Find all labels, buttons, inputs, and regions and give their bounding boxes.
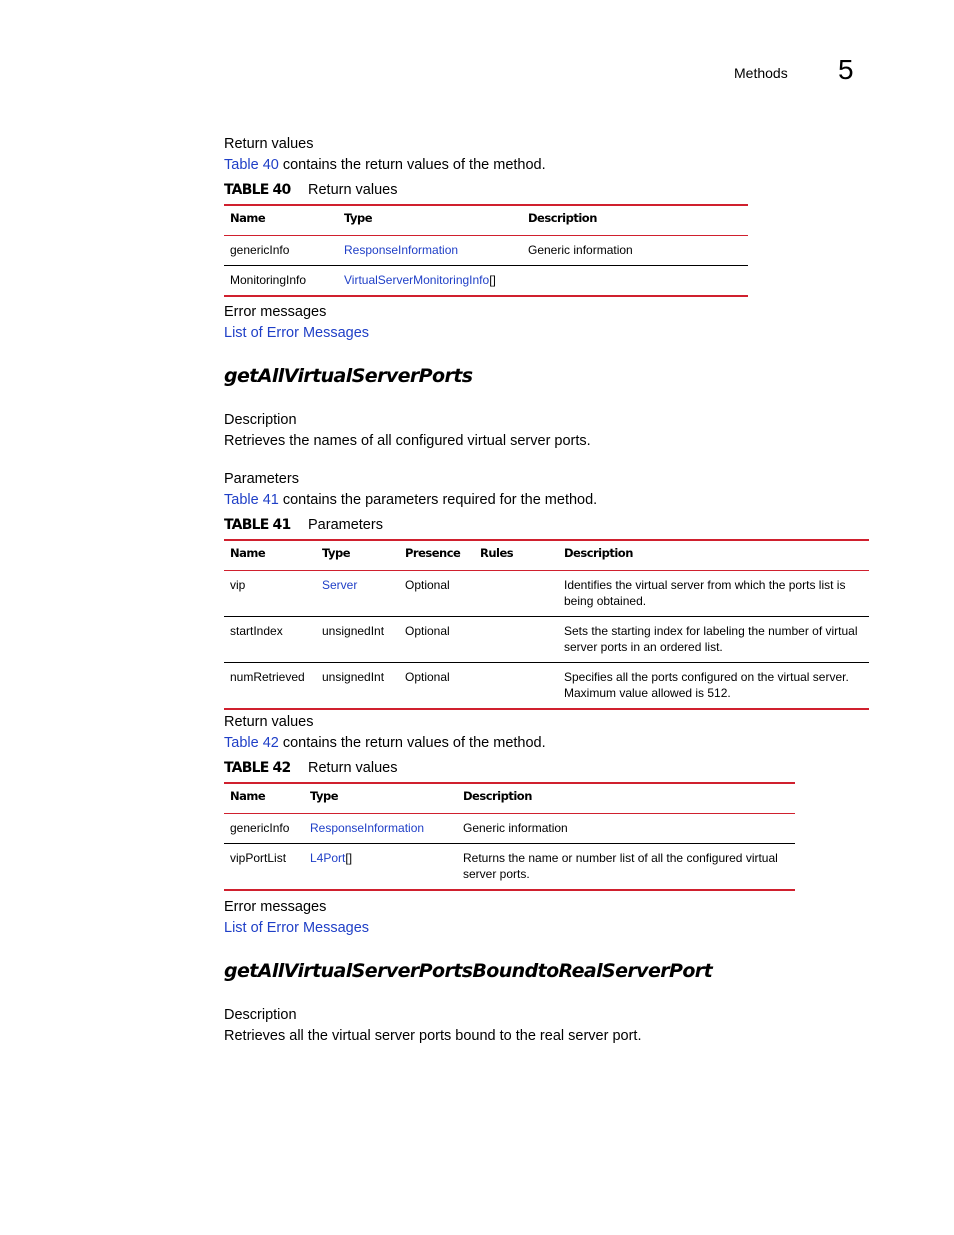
cell-name: genericInfo bbox=[224, 236, 338, 266]
table-row bbox=[224, 617, 869, 663]
table-40-caption: TABLE 40 Return values bbox=[224, 182, 398, 198]
table-row bbox=[224, 571, 869, 617]
parameters-intro: Table 41 contains the parameters required for the method. bbox=[224, 492, 598, 508]
cell-description: Identifies the virtual server from which the ports list is being obtained. bbox=[558, 571, 869, 617]
cell-type: unsignedInt bbox=[316, 617, 399, 663]
cell-rules bbox=[474, 617, 558, 663]
cell-description: Specifies all the ports configured on the virtual server. Maximum value allowed is 512. bbox=[564, 670, 849, 700]
table-row bbox=[224, 814, 795, 844]
table-header-row bbox=[224, 783, 795, 814]
table-40-link[interactable]: Table 40 bbox=[224, 157, 279, 173]
return-values-intro: Table 42 contains the return values of the method. bbox=[224, 735, 546, 751]
column-header: Name bbox=[224, 540, 316, 571]
table-header-row bbox=[224, 205, 748, 236]
method-title: getAllVirtualServerPortsBoundtoRealServerPort bbox=[224, 960, 713, 982]
cell-presence: Optional bbox=[405, 670, 450, 684]
column-header: Type bbox=[304, 783, 457, 814]
cell-presence: Optional bbox=[399, 571, 474, 617]
column-header: Name bbox=[224, 205, 338, 236]
cell-type: VirtualServerMonitoringInfo[] bbox=[344, 273, 496, 287]
description-text: Retrieves all the virtual server ports bound to the real server port. bbox=[224, 1028, 642, 1044]
table-row bbox=[224, 663, 869, 710]
type-link[interactable]: ResponseInformation bbox=[344, 243, 459, 257]
table-header-row bbox=[224, 540, 869, 571]
type-link[interactable]: ResponseInformation bbox=[310, 821, 425, 835]
return-values-table-40 bbox=[224, 204, 748, 297]
cell-description: Returns the name or number list of all the configured virtual server ports. bbox=[463, 851, 778, 881]
cell-name: vipPortList bbox=[230, 851, 287, 865]
return-values-heading: Return values bbox=[224, 136, 314, 152]
cell-description: Sets the starting index for labeling the number of virtual server ports in an ordered list. bbox=[558, 617, 869, 663]
column-header: Description bbox=[457, 783, 795, 814]
cell-description bbox=[522, 266, 748, 297]
chapter-number: 5 bbox=[838, 54, 854, 85]
column-header: Rules bbox=[474, 540, 558, 571]
table-row bbox=[224, 844, 795, 891]
column-header: Type bbox=[338, 205, 522, 236]
table-42-caption: TABLE 42 Return values bbox=[224, 760, 398, 776]
cell-type: unsignedInt bbox=[322, 670, 385, 684]
cell-description: Generic information bbox=[522, 236, 748, 266]
cell-description: Generic information bbox=[457, 814, 795, 844]
cell-rules bbox=[474, 571, 558, 617]
cell-name: startIndex bbox=[224, 617, 316, 663]
return-values-table-42 bbox=[224, 782, 795, 891]
cell-type bbox=[338, 236, 522, 266]
table-row bbox=[224, 236, 748, 266]
cell-type bbox=[304, 814, 457, 844]
return-values-intro: Table 40 contains the return values of the method. bbox=[224, 157, 546, 173]
cell-name: genericInfo bbox=[224, 814, 304, 844]
cell-presence: Optional bbox=[399, 617, 474, 663]
error-messages-heading: Error messages bbox=[224, 304, 327, 320]
cell-name: numRetrieved bbox=[230, 670, 305, 684]
error-messages-heading: Error messages bbox=[224, 899, 327, 915]
return-values-heading: Return values bbox=[224, 714, 314, 730]
parameters-table-41 bbox=[224, 539, 869, 710]
running-header-section: Methods bbox=[734, 65, 788, 81]
type-link[interactable]: VirtualServerMonitoringInfo bbox=[344, 273, 490, 287]
description-text: Retrieves the names of all configured virtual server ports. bbox=[224, 433, 591, 449]
table-41-link[interactable]: Table 41 bbox=[224, 492, 279, 508]
table-41-caption: TABLE 41 Parameters bbox=[224, 517, 383, 533]
type-link[interactable]: Server bbox=[322, 578, 358, 592]
column-header: Description bbox=[558, 540, 869, 571]
table-42-link[interactable]: Table 42 bbox=[224, 735, 279, 751]
column-header: Description bbox=[522, 205, 748, 236]
column-header: Presence bbox=[399, 540, 474, 571]
type-link[interactable]: L4Port bbox=[310, 851, 346, 865]
description-heading: Description bbox=[224, 412, 297, 428]
cell-name: vip bbox=[224, 571, 316, 617]
cell-type bbox=[316, 571, 399, 617]
cell-type: L4Port[] bbox=[310, 851, 353, 865]
description-heading: Description bbox=[224, 1007, 297, 1023]
column-header: Type bbox=[316, 540, 399, 571]
method-title: getAllVirtualServerPorts bbox=[224, 365, 473, 387]
error-messages-link[interactable]: List of Error Messages bbox=[224, 325, 370, 341]
cell-name: MonitoringInfo bbox=[230, 273, 307, 287]
cell-rules bbox=[474, 663, 558, 710]
error-messages-link[interactable]: List of Error Messages bbox=[224, 920, 370, 936]
column-header: Name bbox=[224, 783, 304, 814]
parameters-heading: Parameters bbox=[224, 471, 299, 487]
table-row bbox=[224, 266, 748, 297]
